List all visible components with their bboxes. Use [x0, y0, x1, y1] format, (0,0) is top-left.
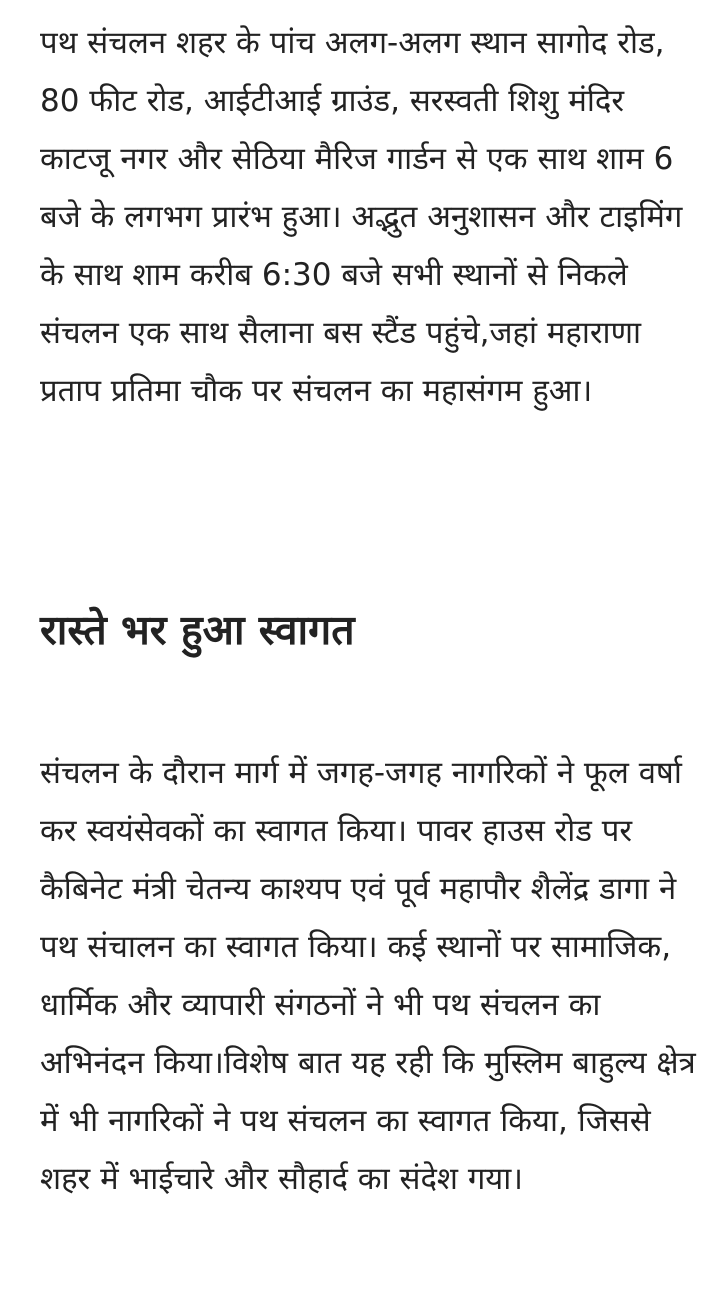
article-body [40, 14, 700, 1208]
article-paragraph-2: संचलन के दौरान मार्ग में जगह-जगह नागरिकों ने फूल वर्षा कर स्वयंसेवकों का स्वागत किया। पावर हाउस रोड पर कैबिनेट मंत्री चेतन्य काश्यप एवं पूर्व महापौर शैलेंद्र डागा ने पथ संचालन का स्वागत किया। कई स्थानों पर सामाजिक, धार्मिक और व्यापारी संगठनों ने भी पथ संचलन का अभिनंदन किया।विशेष बात यह रही कि मुस्लिम बाहुल्य क्षेत्र में भी नागरिकों ने पथ संचलन का स्वागत किया, जिससे शहर में भाईचारे और सौहार्द का संदेश गया। [40, 755, 696, 1197]
section-heading: रास्ते भर हुआ स्वागत [40, 606, 355, 654]
article-paragraph-1: पथ संचलन शहर के पांच अलग-अलग स्थान सागोद रोड, 80 फीट रोड, आईटीआई ग्राउंड, सरस्वती शिशु मंदिर काटजू नगर और सेठिया मैरिज गार्डन से एक साथ शाम 6 बजे के लगभग प्रारंभ हुआ। अद्भुत अनुशासन और टाइमिंग के साथ शाम करीब 6:30 बजे सभी स्थानों से निकले संचलन एक साथ सैलाना बस स्टैंड पहुंचे,जहां महाराणा प्रताप प्रतिमा चौक पर संचलन का महासंगम हुआ। [40, 25, 683, 409]
